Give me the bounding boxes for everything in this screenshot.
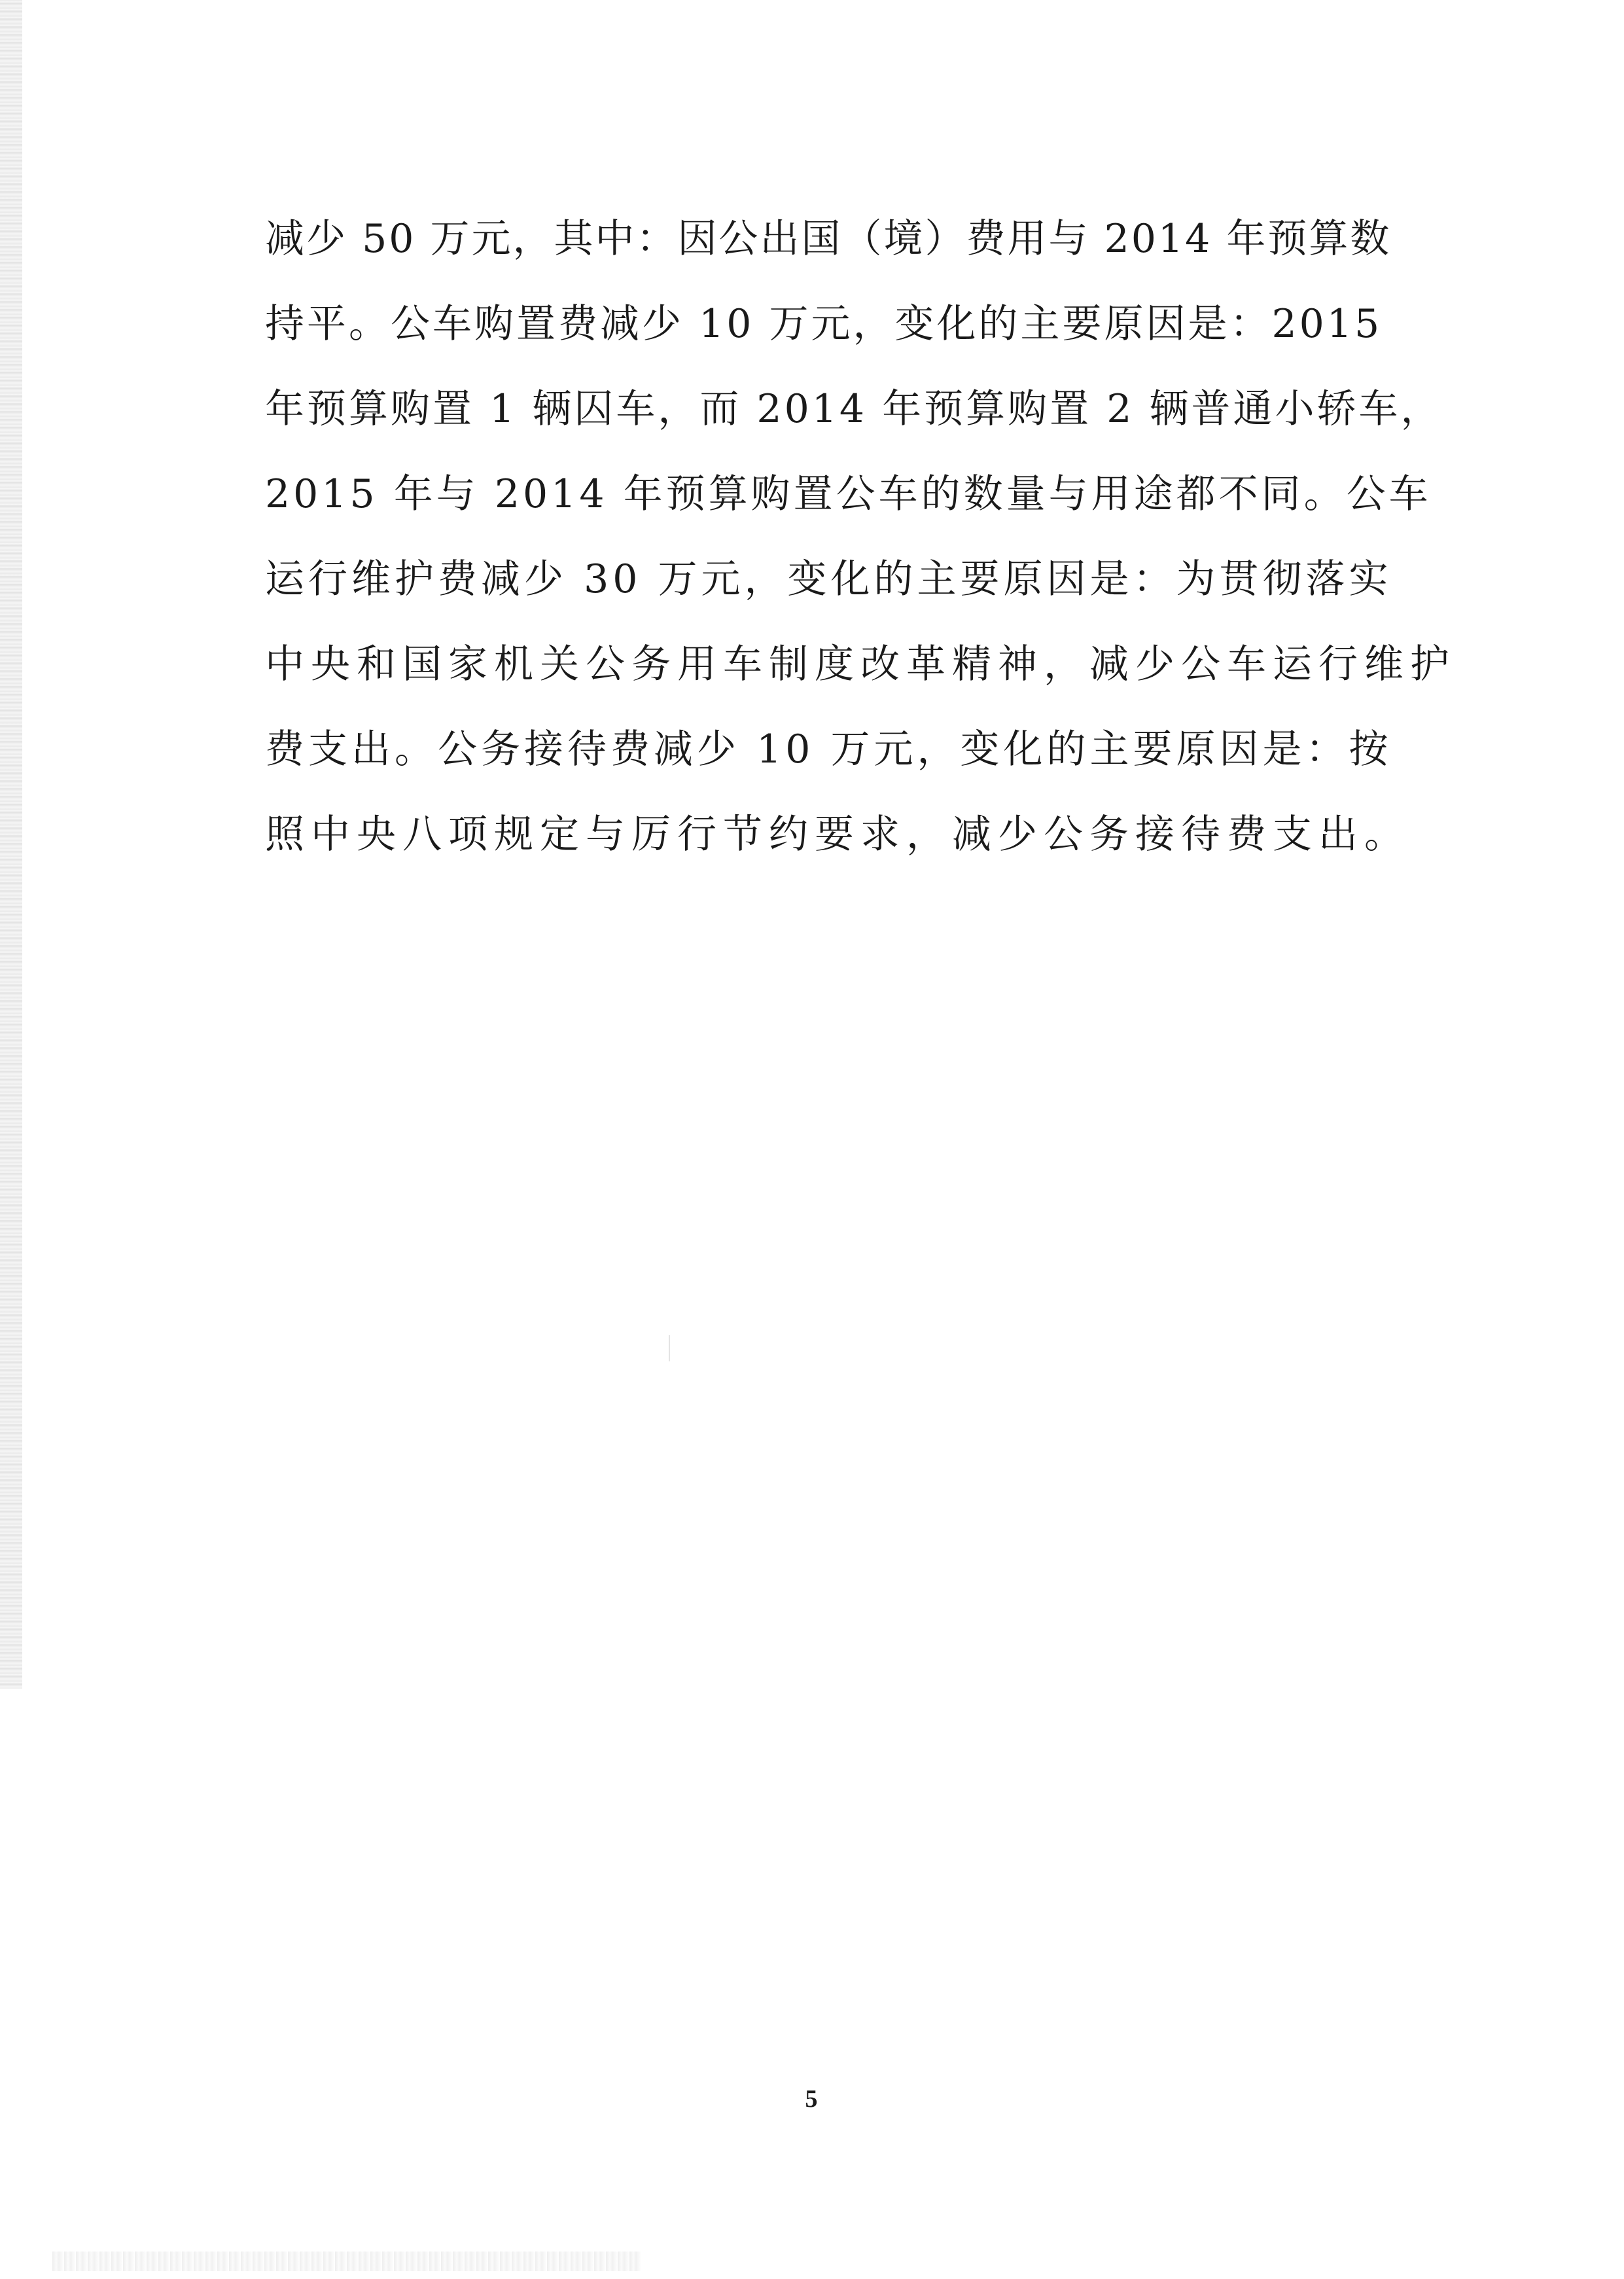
scan-edge-noise <box>0 0 22 1689</box>
paragraph-line: 持平。公车购置费减少 10 万元，变化的主要原因是：2015 <box>265 301 1383 347</box>
paragraph-line: 年预算购置 1 辆囚车，而 2014 年预算购置 2 辆普通小轿车， <box>265 386 1443 432</box>
paragraph-line: 运行维护费减少 30 万元，变化的主要原因是：为贯彻落实 <box>265 556 1392 602</box>
page-number: 5 <box>805 2085 818 2113</box>
scan-artifact-mark <box>669 1335 670 1361</box>
paragraph-line: 减少 50 万元，其中：因公出国（境）费用与 2014 年预算数 <box>265 216 1392 262</box>
paragraph-line: 中央和国家机关公务用车制度改革精神，减少公车运行维护 <box>265 641 1456 687</box>
body-paragraph <box>265 196 1456 877</box>
paragraph-line: 2015 年与 2014 年预算购置公车的数量与用途都不同。公车 <box>265 471 1432 517</box>
paragraph-line: 照中央八项规定与厉行节约要求，减少公务接待费支出。 <box>265 812 1410 857</box>
scan-bottom-noise <box>52 2252 641 2271</box>
paragraph-line: 费支出。公务接待费减少 10 万元，变化的主要原因是：按 <box>265 727 1392 772</box>
